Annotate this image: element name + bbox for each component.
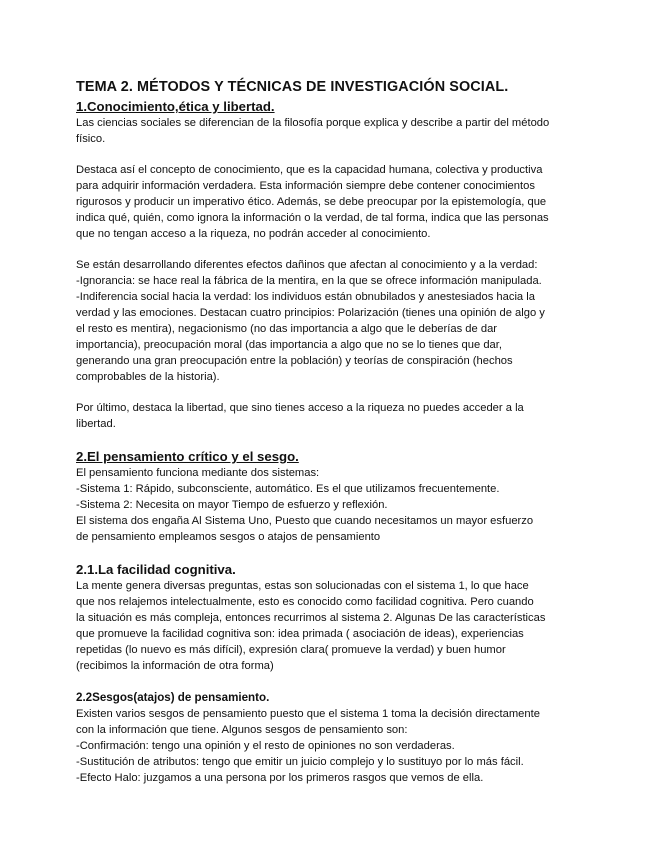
s2-line: El sistema dos engaña Al Sistema Uno, Puesto que cuando necesitamos un mayor esfuerzo (76, 515, 534, 527)
s1-p2-line: Destaca así el concepto de conocimiento, que es la capacidad humana, colectiva y productiva (76, 164, 543, 176)
s1-p2-line: rigurosos y producir un imperativo ético. Además, se debe preocupar por la epistemología, que (76, 196, 547, 208)
section-2-heading: 2.El pensamiento crítico y el sesgo. (76, 449, 299, 464)
s1-p4-line: libertad. (76, 418, 116, 430)
s2-line: El pensamiento funciona mediante dos sistemas: (76, 467, 320, 479)
document-title: TEMA 2. MÉTODOS Y TÉCNICAS DE INVESTIGACIÓN SOCIAL. (76, 79, 509, 95)
s1-p2-line: para adquirir información verdadera. Esta información siempre debe contener conocimientos (76, 180, 535, 192)
s1-p3-line: el resto es mentira), negacionismo (no das importancia a algo que le deberías de dar (76, 323, 498, 335)
s21-line: La mente genera diversas preguntas, estas son solucionadas con el sistema 1, lo que hace (76, 580, 529, 592)
s22-line: -Confirmación: tengo una opinión y el resto de opiniones no son verdaderas. (76, 740, 455, 752)
s2-line: -Sistema 2: Necesita on mayor Tiempo de esfuerzo y reflexión. (76, 499, 388, 511)
s2-line: de pensamiento empleamos sesgos o atajos de pensamiento (76, 531, 381, 543)
s1-p2-line: que no tengan acceso a la riqueza, no podrán acceder al conocimiento. (76, 228, 431, 240)
s22-line: -Sustitución de atributos: tengo que emitir un juicio complejo y lo sustituyo por lo más fácil. (76, 756, 524, 768)
s1-p3-line: generando una gran preocupación entre la población) y teorías de conspiración (hechos (76, 355, 513, 367)
s1-line: físico. (76, 133, 106, 145)
s1-p3-line: importancia), preocupación moral (das importancia a algo que no se lo tienes que dar, (76, 339, 502, 351)
s22-line: con la información que tiene. Algunos sesgos de pensamiento son: (76, 724, 408, 736)
s21-line: que nos relajemos intelectualmente, esto es conocido como facilidad cognitiva. Pero cuando (76, 596, 534, 608)
s21-line: repetidas (lo nuevo es más difícil), expresión clara( promueve la verdad) y buen humor (76, 644, 506, 656)
s1-p3-line: -Indiferencia social hacia la verdad: los individuos están obnubilados y anestesiados hacia la (76, 291, 535, 303)
s21-line: la situación es más compleja, entonces recurrimos al sistema 2. Algunas De las características (76, 612, 546, 624)
section-1-heading: 1.Conocimiento,ética y libertad. (76, 99, 275, 114)
s1-line: Las ciencias sociales se diferencian de la filosofía porque explica y describe a partir del método (76, 117, 550, 129)
section-2-2-heading: 2.2Sesgos(atajos) de pensamiento. (76, 691, 270, 704)
s1-p3-line: comprobables de la historia). (76, 371, 220, 383)
s1-p3-line: Se están desarrollando diferentes efectos dañinos que afectan al conocimiento y a la verdad: (76, 259, 538, 271)
s21-line: (recibimos la información de otra forma) (76, 660, 274, 672)
s1-p3-line: -Ignorancia: se hace real la fábrica de la mentira, en la que se ofrece información manipulada. (76, 275, 542, 287)
s1-p3-line: verdad y las emociones. Destacan cuatro principios: Polarización (tienes una opinión de algo y (76, 307, 545, 319)
s1-p2-line: indica qué, quién, como ignora la información o la verdad, de tal forma, indica que las personas (76, 212, 549, 224)
section-2-1-heading: 2.1.La facilidad cognitiva. (76, 562, 236, 577)
s21-line: que promueve la facilidad cognitiva son: idea primada ( asociación de ideas), experiencias (76, 628, 524, 640)
document-page (76, 78, 580, 786)
s2-line: -Sistema 1: Rápido, subconsciente, automático. Es el que utilizamos frecuentemente. (76, 483, 500, 495)
s22-line: Existen varios sesgos de pensamiento puesto que el sistema 1 toma la decisión directamente (76, 708, 540, 720)
s22-line: -Efecto Halo: juzgamos a una persona por los primeros rasgos que vemos de ella. (76, 772, 484, 784)
s1-p4-line: Por último, destaca la libertad, que sino tienes acceso a la riqueza no puedes acceder a la (76, 402, 524, 414)
